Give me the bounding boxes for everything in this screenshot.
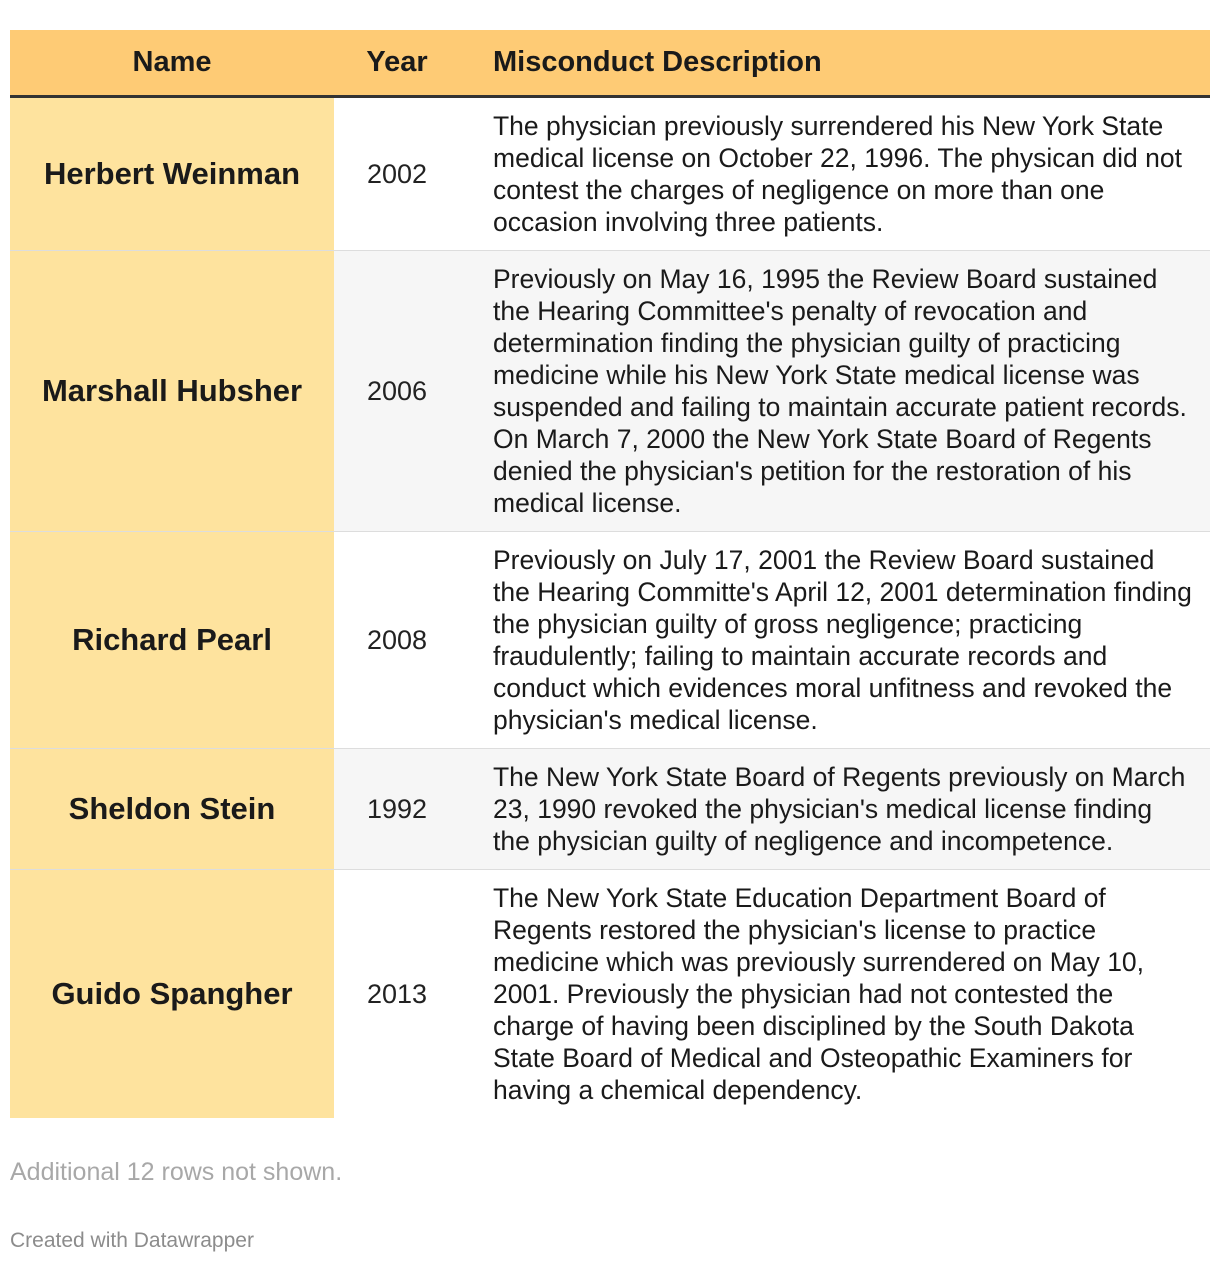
year-cell: 2002 xyxy=(334,98,460,250)
rows-not-shown-note: Additional 12 rows not shown. xyxy=(10,1158,343,1186)
column-header-description[interactable]: Misconduct Description xyxy=(493,46,822,78)
name-cell: Sheldon Stein xyxy=(10,749,334,869)
table-row xyxy=(10,251,1210,532)
misconduct-table xyxy=(10,30,1210,1118)
table-row xyxy=(10,749,1210,870)
datawrapper-credit[interactable]: Created with Datawrapper xyxy=(10,1229,254,1252)
name-cell: Marshall Hubsher xyxy=(10,251,334,531)
description-cell: Previously on July 17, 2001 the Review Board sustained the Hearing Committe's April 12, 2001 determination finding the physician guilty of gross negligence; practicing fraudulently; failing to maintain accurate records and conduct which evidences moral unfitness and revoked the physician's medical license. xyxy=(460,532,1210,748)
year-cell: 2006 xyxy=(334,251,460,531)
name-cell: Richard Pearl xyxy=(10,532,334,748)
name-cell: Guido Spangher xyxy=(10,870,334,1118)
name-cell: Herbert Weinman xyxy=(10,98,334,250)
table-header xyxy=(10,30,1210,98)
table-row xyxy=(10,870,1210,1118)
description-cell: The New York State Education Department Board of Regents restored the physician's license to practice medicine which was previously surrendered on May 10, 2001. Previously the physician had not contested the charge of having been disciplined by the South Dakota State Board of Medical and Osteopathic Examiners for having a chemical dependency. xyxy=(460,870,1210,1118)
year-cell: 2008 xyxy=(334,532,460,748)
description-cell: The physician previously surrendered his New York State medical license on October 22, 1996. The physican did not contest the charges of negligence on more than one occasion involving three patients. xyxy=(460,98,1210,250)
column-header-year[interactable]: Year xyxy=(366,46,428,78)
table-row xyxy=(10,98,1210,251)
description-cell: The New York State Board of Regents previously on March 23, 1990 revoked the physician's medical license finding the physician guilty of negligence and incompetence. xyxy=(460,749,1210,869)
table-row xyxy=(10,532,1210,749)
year-cell: 1992 xyxy=(334,749,460,869)
year-cell: 2013 xyxy=(334,870,460,1118)
column-header-name[interactable]: Name xyxy=(132,46,212,78)
description-cell: Previously on May 16, 1995 the Review Board sustained the Hearing Committee's penalty of revocation and determination finding the physician guilty of practicing medicine while his New York State medical license was suspended and failing to maintain accurate patient records. On March 7, 2000 the New York State Board of Regents denied the physician's petition for the restoration of his medical license. xyxy=(460,251,1210,531)
